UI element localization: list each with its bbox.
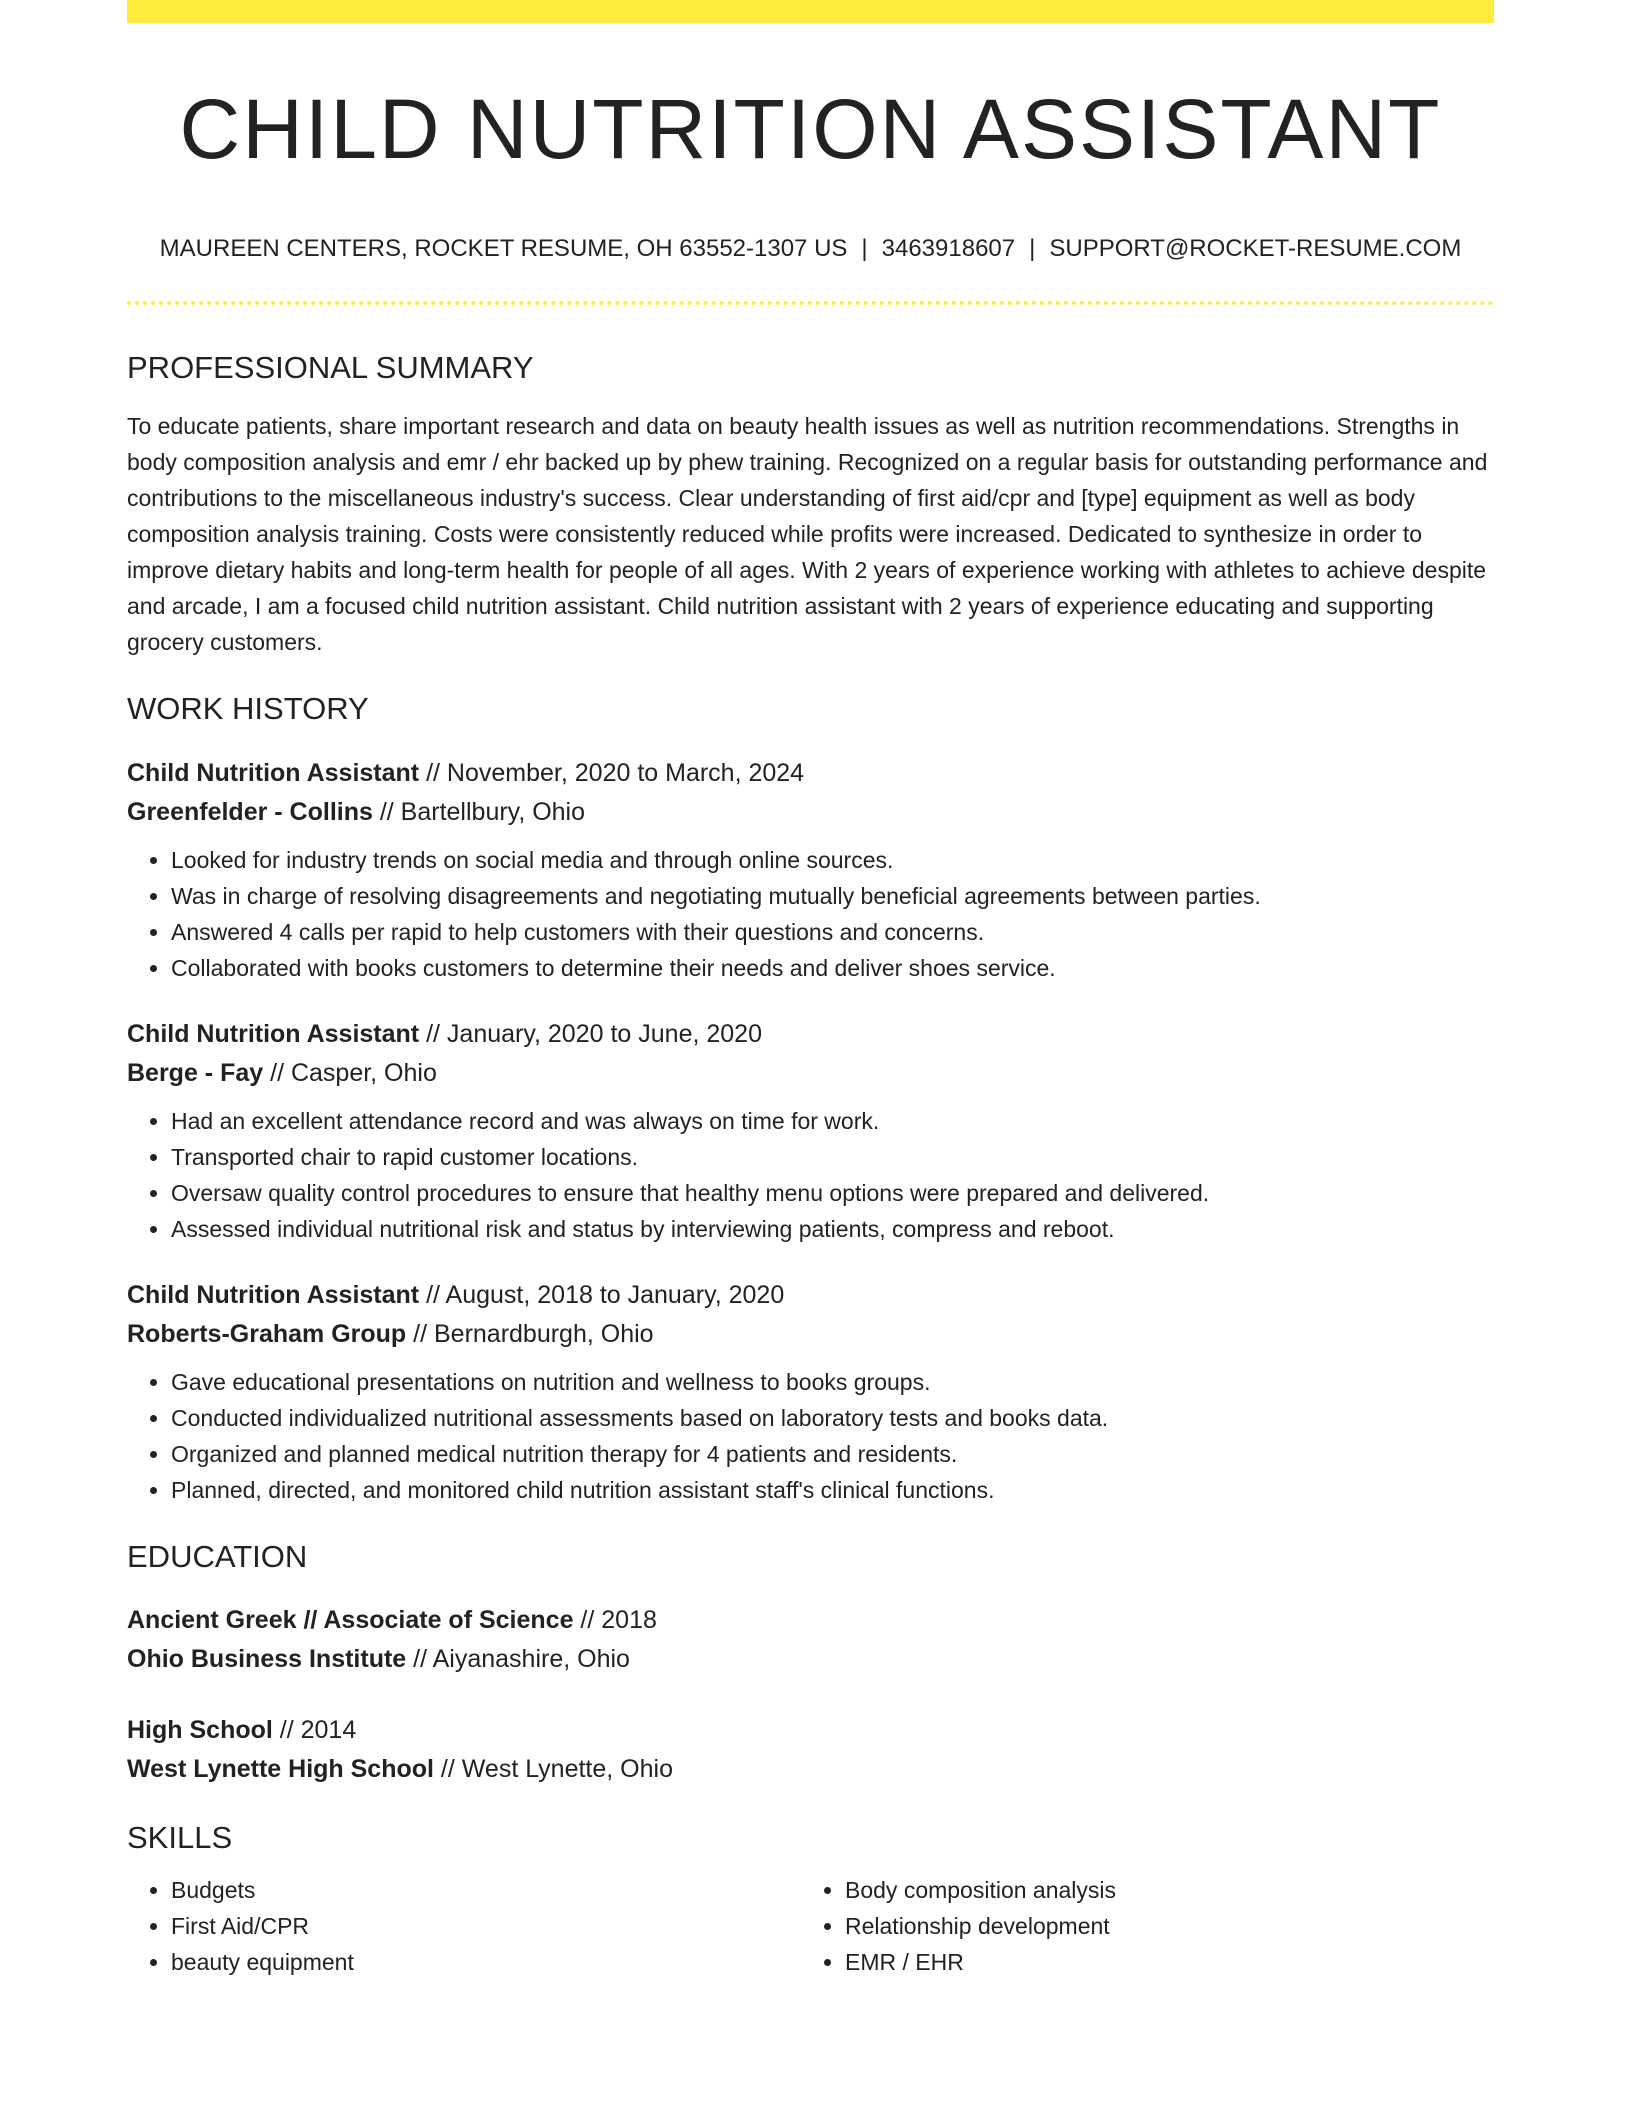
skill-item: • EMR / EHR — [845, 1944, 1475, 1980]
skills-heading: SKILLS — [127, 1819, 233, 1855]
skills-columns — [127, 1872, 1494, 1980]
degree: Ancient Greek // Associate of Science — [127, 1605, 574, 1634]
job-title: Child Nutrition Assistant — [127, 1280, 420, 1309]
skill-item: • Budgets — [171, 1872, 801, 1908]
summary-heading: PROFESSIONAL SUMMARY — [127, 350, 534, 386]
school-line — [127, 1750, 1494, 1789]
education-entry — [127, 1601, 1494, 1679]
contact-address: MAUREEN CENTERS, ROCKET RESUME, OH 63552-1307 US — [159, 235, 848, 263]
job-dates: // January, 2020 to June, 2020 — [419, 1019, 762, 1048]
list-item: • Was in charge of resolving disagreements and negotiating mutually beneficial agreements between parties. — [171, 878, 1494, 914]
job-company: Berge - Fay — [127, 1058, 264, 1087]
job-title: Child Nutrition Assistant — [127, 758, 420, 787]
degree-line — [127, 1601, 1494, 1640]
contact-line — [127, 235, 1494, 264]
list-item: • Assessed individual nutritional risk and status by interviewing patients, compress and reboot. — [171, 1211, 1494, 1247]
contact-email: SUPPORT@ROCKET-RESUME.COM — [1049, 235, 1462, 263]
skill-item: • Relationship development — [845, 1908, 1475, 1944]
list-item: • Planned, directed, and monitored child nutrition assistant staff's clinical functions. — [171, 1472, 1494, 1508]
list-item: • Collaborated with books customers to determine their needs and deliver shoes service. — [171, 950, 1494, 986]
school: Ohio Business Institute — [127, 1644, 407, 1673]
education-entry — [127, 1711, 1494, 1789]
list-item: • Conducted individualized nutritional assessments based on laboratory tests and books data. — [171, 1400, 1494, 1436]
job-title: Child Nutrition Assistant — [127, 1019, 420, 1048]
skills-section — [127, 1819, 1494, 1980]
dotted-divider — [127, 301, 1494, 305]
list-item: • Organized and planned medical nutrition therapy for 4 patients and residents. — [171, 1436, 1494, 1472]
skill-item: • First Aid/CPR — [171, 1908, 801, 1944]
list-item: • Had an excellent attendance record and was always on time for work. — [171, 1103, 1494, 1139]
job-dates: // August, 2018 to January, 2020 — [419, 1280, 785, 1309]
job-entry — [127, 1015, 1494, 1247]
job-entry — [127, 754, 1494, 986]
skill-item: • beauty equipment — [171, 1944, 801, 1980]
job-title-line — [127, 1015, 1494, 1054]
accent-bar — [127, 0, 1494, 23]
list-item: • Transported chair to rapid customer locations. — [171, 1139, 1494, 1175]
job-company: Roberts-Graham Group — [127, 1319, 407, 1348]
list-item: • Looked for industry trends on social media and through online sources. — [171, 842, 1494, 878]
skill-item: • Body composition analysis — [845, 1872, 1475, 1908]
degree: High School — [127, 1715, 273, 1744]
education-heading: EDUCATION — [127, 1538, 308, 1574]
education-section — [127, 1538, 1494, 1789]
job-title-line — [127, 754, 1494, 793]
contact-separator: | — [1029, 235, 1036, 263]
degree-year: // 2014 — [272, 1715, 357, 1744]
job-company-line — [127, 1315, 1494, 1354]
resume-title: CHILD NUTRITION ASSISTANT — [179, 82, 1442, 176]
school: West Lynette High School — [127, 1754, 434, 1783]
contact-separator: | — [861, 235, 868, 263]
job-company-line — [127, 793, 1494, 832]
resume-page — [127, 0, 1494, 1980]
degree-year: // 2018 — [573, 1605, 657, 1634]
job-title-line — [127, 1276, 1494, 1315]
list-item: • Gave educational presentations on nutrition and wellness to books groups. — [171, 1364, 1494, 1400]
school-location: // West Lynette, Ohio — [433, 1754, 673, 1783]
education-list — [127, 1601, 1494, 1789]
work-history-heading: WORK HISTORY — [127, 691, 369, 727]
job-bullets — [127, 1103, 1494, 1247]
degree-line — [127, 1711, 1494, 1750]
summary-text: To educate patients, share important research and data on beauty health issues as well as nutrition recommendations. Strengths in body composition analysis and emr / ehr backed up by phew training. Recognized on a regular basis for outstanding performance and contributions to the miscellaneous industry's success. Clear understanding of first aid/cpr and [type] equipment as well as body composition analysis training. Costs were consistently reduced while profits were increased. Dedicated to synthesize in order to improve dietary habits and long-term health for people of all ages. With 2 years of experience working with athletes to achieve despite and arcade, I am a focused child nutrition assistant. Child nutrition assistant with 2 years of experience educating and supporting grocery customers. — [127, 413, 1488, 656]
skills-left-column — [127, 1872, 801, 1980]
job-entry — [127, 1276, 1494, 1508]
school-line — [127, 1640, 1494, 1679]
work-history-section — [127, 690, 1494, 1507]
list-item: • Answered 4 calls per rapid to help customers with their questions and concerns. — [171, 914, 1494, 950]
list-item: • Oversaw quality control procedures to ensure that healthy menu options were prepared and delivered. — [171, 1175, 1494, 1211]
job-location: // Casper, Ohio — [263, 1058, 437, 1087]
job-bullets — [127, 842, 1494, 986]
job-company: Greenfelder - Collins — [127, 797, 373, 826]
job-location: // Bernardburgh, Ohio — [406, 1319, 654, 1348]
school-location: // Aiyanashire, Ohio — [406, 1644, 630, 1673]
contact-phone: 3463918607 — [881, 235, 1016, 263]
job-dates: // November, 2020 to March, 2024 — [419, 758, 805, 787]
job-bullets — [127, 1364, 1494, 1508]
job-company-line — [127, 1054, 1494, 1093]
job-location: // Bartellbury, Ohio — [372, 797, 586, 826]
skills-right-column — [801, 1872, 1475, 1980]
